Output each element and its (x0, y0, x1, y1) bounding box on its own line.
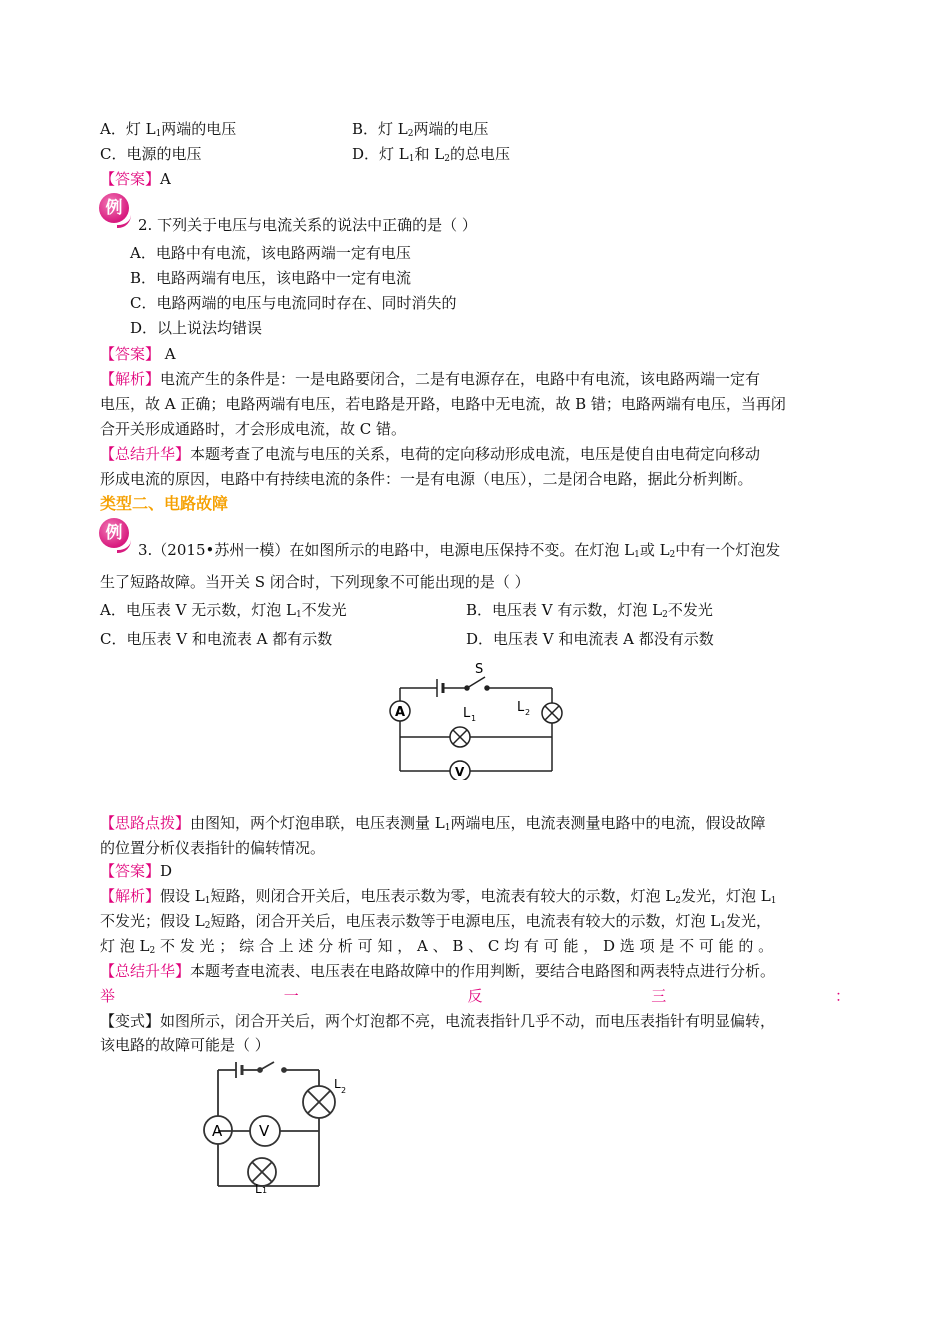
q3-option-a: A．电压表 V 无示数，灯泡 $L_1$不发光 (100, 601, 347, 620)
q2-summary-line2: 形成电流的原因，电路中有持续电流的条件：一是有电源（电压），二是闭合电路，据此分析判断。 (100, 470, 753, 488)
ammeter-label: A (395, 705, 406, 720)
q2-analysis-line2: 电压，故 A 正确；电路两端有电压，若电路是开路，电路中无电流，故 B 错；电路两端有电压，当再闭 (100, 395, 786, 413)
q3-analysis-line3: 灯 泡 $L_2$ 不 发 光 ； 综 合 上 述 分 析 可 知 ， A 、 B 、 C 均 有 可 能 ， D 选 项 是 不 可 能 的 。 (100, 937, 774, 956)
q3-analysis-line2: 不发光；假设 $L_2$短路，闭合开关后，电压表示数等于电源电压，电流表有较大的示数，灯泡 $L_1$发光， (100, 912, 771, 931)
example-badge-icon: 例 (99, 193, 129, 223)
q2-summary: 【总结升华】本题考查了电流与电压的关系，电荷的定向移动形成电流，电压是使自由电荷定向移动 (100, 445, 761, 463)
practice-variant: 【变式】如图所示，闭合开关后，两个灯泡都不亮，电流表指针几乎不动，而电压表指针有明显偏转， (100, 1012, 776, 1030)
q3-option-b: B．电压表 V 有示数，灯泡 $L_2$不发光 (466, 601, 713, 620)
example-badge-icon: 例 (99, 518, 129, 548)
lamp2-label: L (334, 1077, 341, 1091)
q2-option-b: B．电路两端有电压，该电路中一定有电流 (130, 269, 412, 287)
circuit-diagram-2 (198, 1058, 348, 1193)
q1-option-b: B．灯 $L_2$两端的电压 (352, 120, 489, 139)
switch-label: S (475, 662, 484, 677)
section-heading: 类型二、电路故障 (100, 494, 229, 513)
lamp2-sub: 2 (341, 1086, 347, 1095)
q3-option-d: D．电压表 V 和电流表 A 都没有示数 (466, 630, 714, 648)
voltmeter-label: V (259, 1122, 270, 1140)
q3-stem-line2: 生了短路故障。当开关 S 闭合时，下列现象不可能出现的是（ ） (100, 573, 530, 591)
q3-option-c: C．电压表 V 和电流表 A 都有示数 (100, 630, 333, 648)
lamp1-label: L (255, 1182, 262, 1193)
q2-option-c: C．电路两端的电压与电流同时存在、同时消失的 (130, 294, 457, 312)
lamp1-sub: 1 (262, 1186, 268, 1193)
switch-blade (467, 677, 485, 688)
practice-header: 举 一 反 三 ： (100, 987, 850, 1005)
ammeter-label: A (212, 1122, 223, 1140)
q3-hint: 【思路点拨】由图知，两个灯泡串联，电压表测量 $L_1$两端电压，电流表测量电路中的电流，假设故障 (100, 814, 766, 833)
q3-hint-line2: 的位置分析仪表指针的偏转情况。 (100, 839, 326, 857)
q3-analysis: 【解析】假设 $L_1$短路，则闭合开关后，电压表示数为零，电流表有较大的示数，灯泡 $L_2$发光，灯泡 $L_1$ (100, 887, 777, 906)
q2-answer: 【答案】 A (100, 345, 176, 363)
q1-option-c: C．电源的电压 (100, 145, 202, 163)
q3-stem: 3.（2015•苏州一模）在如图所示的电路中，电源电压保持不变。在灯泡 $L_1$或 $L_2$中有一个灯泡发 (138, 541, 781, 560)
practice-line2: 该电路的故障可能是（ ） (100, 1036, 270, 1054)
q3-summary: 【总结升华】本题考查电流表、电压表在电路故障中的作用判断，要结合电路图和两表特点进行分析。 (100, 962, 776, 980)
q1-option-d: D．灯 $L_1$和 $L_2$的总电压 (352, 145, 510, 164)
lamp2-label: L (517, 700, 525, 715)
switch-blade (260, 1062, 274, 1070)
q2-analysis: 【解析】电流产生的条件是：一是电路要闭合，二是有电源存在，电路中有电流，该电路两端一定有 (100, 370, 761, 388)
q1-option-a: A．灯 $L_1$两端的电压 (100, 120, 237, 139)
circuit-diagram-1 (385, 655, 575, 780)
q2-analysis-line3: 合开关形成通路时，才会形成电流，故 C 错。 (100, 420, 407, 438)
q3-answer: 【答案】D (100, 862, 173, 880)
q1-answer: 【答案】A (100, 170, 171, 188)
lamp1-sub: 1 (471, 714, 477, 723)
q2-option-a: A．电路中有电流，该电路两端一定有电压 (130, 244, 411, 262)
lamp2-sub: 2 (525, 708, 531, 717)
voltmeter-label: V (455, 765, 465, 779)
lamp1-label: L (463, 706, 471, 721)
q2-option-d: D．以上说法均错误 (130, 319, 263, 337)
q2-stem: 2. 下列关于电压与电流关系的说法中正确的是（ ） (138, 216, 477, 234)
